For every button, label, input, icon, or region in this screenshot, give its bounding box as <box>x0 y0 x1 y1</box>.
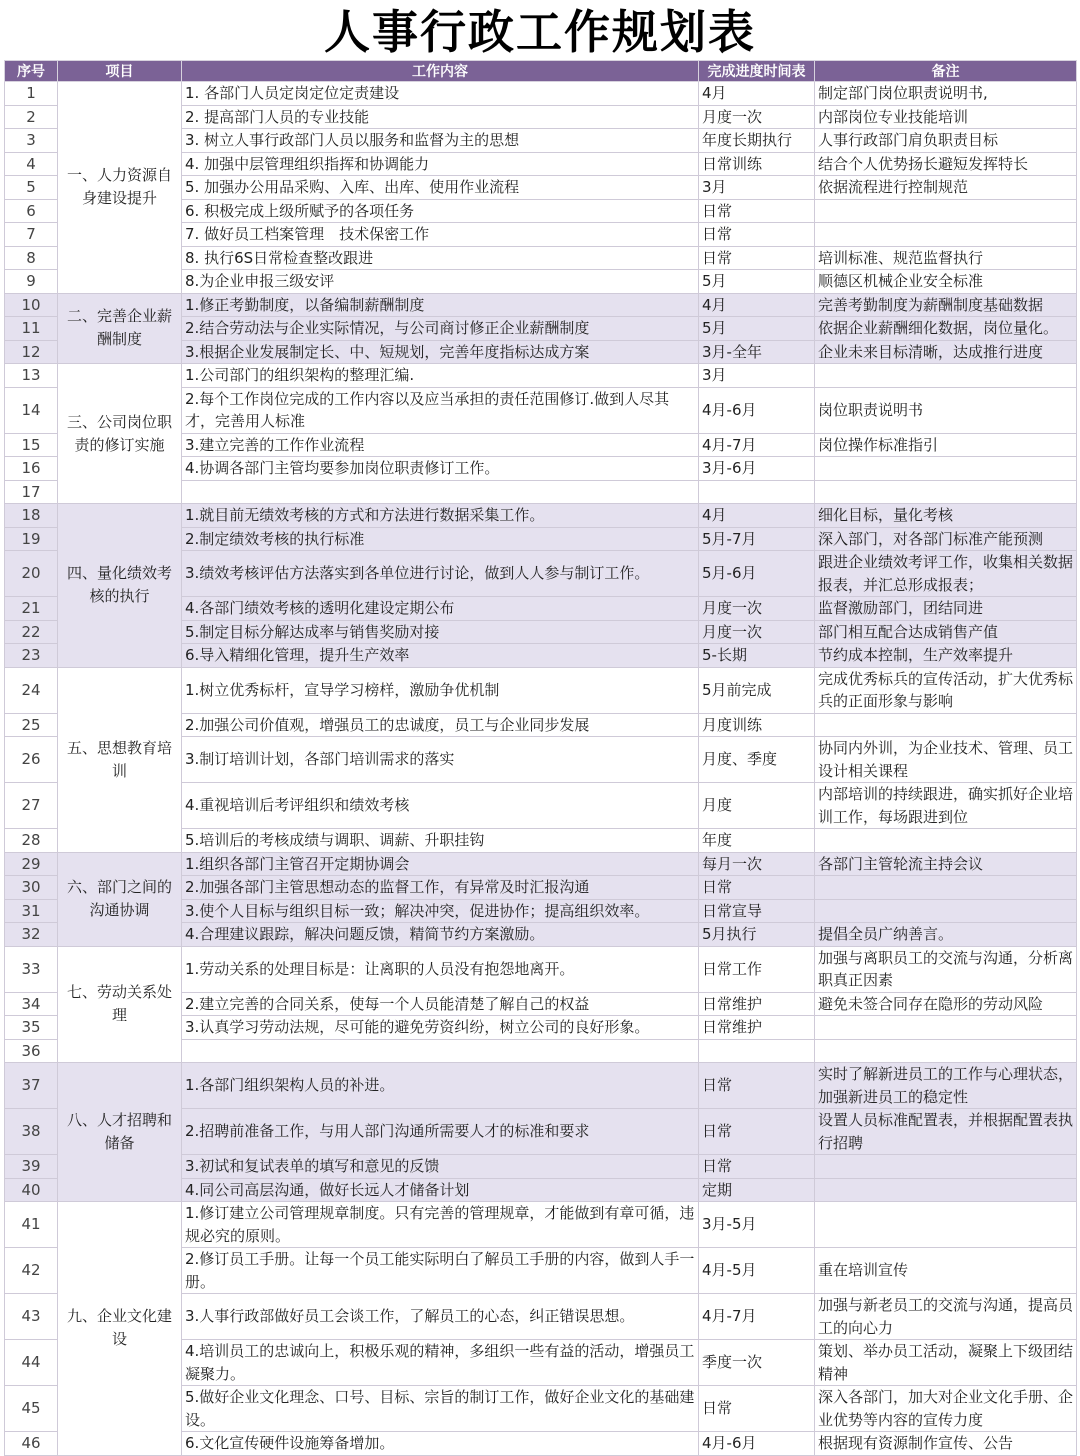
remark: 完成优秀标兵的宣传活动，扩大优秀标兵的正面形象与影响 <box>815 667 1077 713</box>
remark: 结合个人优势扬长避短发挥特长 <box>815 152 1077 176</box>
work-content <box>182 1039 699 1063</box>
section-name: 六、部门之间的沟通协调 <box>58 852 182 946</box>
row-number: 25 <box>5 713 58 737</box>
row-number: 33 <box>5 946 58 992</box>
remark: 顺德区机械企业安全标准 <box>815 270 1077 294</box>
work-content: 4.协调各部门主管均要参加岗位职责修订工作。 <box>182 457 699 481</box>
schedule: 月度 <box>699 783 815 829</box>
plan-table <box>4 60 1077 1456</box>
row-number: 15 <box>5 433 58 457</box>
schedule: 5月 <box>699 270 815 294</box>
work-content: 2.结合劳动法与企业实际情况，与公司商讨修正企业薪酬制度 <box>182 317 699 341</box>
schedule: 月度一次 <box>699 620 815 644</box>
schedule: 日常维护 <box>699 1016 815 1040</box>
schedule: 日常 <box>699 223 815 247</box>
remark <box>815 1178 1077 1202</box>
work-content: 1.树立优秀标杆，宣导学习榜样，激励争优机制 <box>182 667 699 713</box>
schedule: 4月 <box>699 504 815 528</box>
section-name: 五、思想教育培训 <box>58 667 182 852</box>
row-number: 43 <box>5 1294 58 1340</box>
work-content: 2.制定绩效考核的执行标准 <box>182 527 699 551</box>
remark: 策划、举办员工活动，凝聚上下级团结精神 <box>815 1340 1077 1386</box>
remark: 加强与离职员工的交流与沟通，分析离职真正因素 <box>815 946 1077 992</box>
schedule: 定期 <box>699 1178 815 1202</box>
remark: 深入部门，对各部门标准产能预测 <box>815 527 1077 551</box>
row-number: 5 <box>5 176 58 200</box>
remark: 设置人员标准配置表，并根据配置表执行招聘 <box>815 1109 1077 1155</box>
row-number: 27 <box>5 783 58 829</box>
remark <box>815 1016 1077 1040</box>
schedule: 5月-6月 <box>699 551 815 597</box>
row-number: 44 <box>5 1340 58 1386</box>
work-content: 3.初试和复试表单的填写和意见的反馈 <box>182 1155 699 1179</box>
work-content: 3.制订培训计划，各部门培训需求的落实 <box>182 737 699 783</box>
remark: 部门相互配合达成销售产值 <box>815 620 1077 644</box>
schedule: 5月执行 <box>699 923 815 947</box>
section-name: 四、量化绩效考核的执行 <box>58 504 182 668</box>
schedule: 5月前完成 <box>699 667 815 713</box>
schedule: 5月 <box>699 317 815 341</box>
header-note: 备注 <box>815 61 1077 82</box>
table-body <box>5 82 1077 1456</box>
work-content: 1. 各部门人员定岗定位定责建设 <box>182 82 699 106</box>
schedule: 5月-7月 <box>699 527 815 551</box>
row-number: 39 <box>5 1155 58 1179</box>
row-number: 14 <box>5 387 58 433</box>
remark: 监督激励部门，团结同进 <box>815 597 1077 621</box>
work-content: 3.人事行政部做好员工会谈工作，了解员工的心态，纠正错误思想。 <box>182 1294 699 1340</box>
schedule: 年度 <box>699 829 815 853</box>
header-time: 完成进度时间表 <box>699 61 815 82</box>
remark: 细化目标，量化考核 <box>815 504 1077 528</box>
row-number: 29 <box>5 852 58 876</box>
remark <box>815 876 1077 900</box>
page-title: 人事行政工作规划表 <box>324 5 756 59</box>
schedule: 日常 <box>699 876 815 900</box>
work-content: 4.各部门绩效考核的透明化建设定期公布 <box>182 597 699 621</box>
remark: 加强与新老员工的交流与沟通，提高员工的向心力 <box>815 1294 1077 1340</box>
remark <box>815 364 1077 388</box>
schedule: 3月-6月 <box>699 457 815 481</box>
table-row <box>5 82 1077 106</box>
schedule: 4月-6月 <box>699 387 815 433</box>
remark: 深入各部门，加大对企业文化手册、企业优势等内容的宣传力度 <box>815 1386 1077 1432</box>
work-content: 3.建立完善的工作作业流程 <box>182 433 699 457</box>
row-number: 35 <box>5 1016 58 1040</box>
schedule: 月度一次 <box>699 105 815 129</box>
remark <box>815 457 1077 481</box>
row-number: 20 <box>5 551 58 597</box>
row-number: 45 <box>5 1386 58 1432</box>
row-number: 31 <box>5 899 58 923</box>
work-content: 2.修订员工手册。让每一个员工能实际明白了解员工手册的内容，做到人手一册。 <box>182 1248 699 1294</box>
row-number: 26 <box>5 737 58 783</box>
remark: 节约成本控制，生产效率提升 <box>815 644 1077 668</box>
work-content: 6.导入精细化管理，提升生产效率 <box>182 644 699 668</box>
schedule: 季度一次 <box>699 1340 815 1386</box>
schedule: 日常 <box>699 1386 815 1432</box>
remark <box>815 713 1077 737</box>
work-content: 1.组织各部门主管召开定期协调会 <box>182 852 699 876</box>
schedule: 3月 <box>699 364 815 388</box>
schedule: 日常工作 <box>699 946 815 992</box>
row-number: 36 <box>5 1039 58 1063</box>
schedule: 4月-5月 <box>699 1248 815 1294</box>
work-content: 5. 加强办公用品采购、入库、出库、使用作业流程 <box>182 176 699 200</box>
row-number: 12 <box>5 340 58 364</box>
remark: 依据流程进行控制规范 <box>815 176 1077 200</box>
header-no: 序号 <box>5 61 58 82</box>
row-number: 22 <box>5 620 58 644</box>
schedule: 日常 <box>699 1155 815 1179</box>
work-content: 8. 执行6S日常检查整改跟进 <box>182 246 699 270</box>
remark: 制定部门岗位职责说明书, <box>815 82 1077 106</box>
schedule: 日常训练 <box>699 152 815 176</box>
row-number: 34 <box>5 992 58 1016</box>
remark: 避免未签合同存在隐形的劳动风险 <box>815 992 1077 1016</box>
schedule <box>699 1039 815 1063</box>
work-content: 2.建立完善的合同关系，使每一个人员能清楚了解自己的权益 <box>182 992 699 1016</box>
work-content: 3. 树立人事行政部门人员以服务和监督为主的思想 <box>182 129 699 153</box>
row-number: 40 <box>5 1178 58 1202</box>
row-number: 6 <box>5 199 58 223</box>
remark: 各部门主管轮流主持会议 <box>815 852 1077 876</box>
remark <box>815 480 1077 504</box>
work-content <box>182 480 699 504</box>
work-content: 2.加强各部门主管思想动态的监督工作，有异常及时汇报沟通 <box>182 876 699 900</box>
row-number: 18 <box>5 504 58 528</box>
row-number: 38 <box>5 1109 58 1155</box>
remark <box>815 223 1077 247</box>
table-row <box>5 1063 1077 1109</box>
work-content: 7. 做好员工档案管理 技术保密工作 <box>182 223 699 247</box>
work-content: 3.使个人目标与组织目标一致；解决冲突，促进协作；提高组织效率。 <box>182 899 699 923</box>
table-row <box>5 364 1077 388</box>
section-name: 三、公司岗位职责的修订实施 <box>58 364 182 504</box>
schedule: 日常宣导 <box>699 899 815 923</box>
schedule: 月度一次 <box>699 597 815 621</box>
section-name: 二、完善企业薪酬制度 <box>58 293 182 364</box>
header-content: 工作内容 <box>182 61 699 82</box>
header-row <box>5 61 1077 82</box>
work-content: 3.根据企业发展制定长、中、短规划，完善年度指标达成方案 <box>182 340 699 364</box>
row-number: 13 <box>5 364 58 388</box>
row-number: 19 <box>5 527 58 551</box>
work-content: 2.加强公司价值观，增强员工的忠诚度，员工与企业同步发展 <box>182 713 699 737</box>
work-content: 5.做好企业文化理念、口号、目标、宗旨的制订工作，做好企业文化的基础建设。 <box>182 1386 699 1432</box>
row-number: 17 <box>5 480 58 504</box>
table-row <box>5 667 1077 713</box>
section-name: 八、人才招聘和储备 <box>58 1063 182 1202</box>
schedule: 4月-7月 <box>699 1294 815 1340</box>
row-number: 9 <box>5 270 58 294</box>
section-name: 九、企业文化建设 <box>58 1202 182 1456</box>
schedule: 日常 <box>699 1109 815 1155</box>
remark: 人事行政部门肩负职责目标 <box>815 129 1077 153</box>
remark <box>815 199 1077 223</box>
schedule: 4月-7月 <box>699 433 815 457</box>
work-content: 2.每个工作岗位完成的工作内容以及应当承担的责任范围修订.做到人尽其才，完善用人标准 <box>182 387 699 433</box>
row-number: 7 <box>5 223 58 247</box>
remark: 协同内外训，为企业技术、管理、员工设计相关课程 <box>815 737 1077 783</box>
work-content: 1.修订建立公司管理规章制度。只有完善的管理规章，才能做到有章可循，违规必究的原则。 <box>182 1202 699 1248</box>
schedule <box>699 480 815 504</box>
row-number: 28 <box>5 829 58 853</box>
remark: 培训标准、规范监督执行 <box>815 246 1077 270</box>
row-number: 2 <box>5 105 58 129</box>
schedule: 日常 <box>699 246 815 270</box>
remark: 内部岗位专业技能培训 <box>815 105 1077 129</box>
table-row <box>5 1202 1077 1248</box>
work-content: 6. 积极完成上级所赋予的各项任务 <box>182 199 699 223</box>
remark: 根据现有资源制作宣传、公告 <box>815 1432 1077 1456</box>
row-number: 10 <box>5 293 58 317</box>
remark <box>815 1039 1077 1063</box>
work-content: 1.各部门组织架构人员的补进。 <box>182 1063 699 1109</box>
schedule: 月度、季度 <box>699 737 815 783</box>
work-content: 4.同公司高层沟通，做好长远人才储备计划 <box>182 1178 699 1202</box>
header-item: 项目 <box>58 61 182 82</box>
schedule: 3月 <box>699 176 815 200</box>
remark: 企业未来目标清晰，达成推行进度 <box>815 340 1077 364</box>
schedule: 4月 <box>699 82 815 106</box>
remark <box>815 829 1077 853</box>
schedule: 月度训练 <box>699 713 815 737</box>
work-content: 6.文化宣传硬件设施筹备增加。 <box>182 1432 699 1456</box>
remark: 实时了解新进员工的工作与心理状态，加强新进员工的稳定性 <box>815 1063 1077 1109</box>
work-content: 5.培训后的考核成绩与调职、调薪、升职挂钩 <box>182 829 699 853</box>
section-name: 一、人力资源自身建设提升 <box>58 82 182 294</box>
section-name: 七、劳动关系处理 <box>58 946 182 1063</box>
schedule: 4月-6月 <box>699 1432 815 1456</box>
remark: 岗位职责说明书 <box>815 387 1077 433</box>
work-content: 1.修正考勤制度，以备编制薪酬制度 <box>182 293 699 317</box>
table-row <box>5 946 1077 992</box>
remark: 内部培训的持续跟进，确实抓好企业培训工作，每场跟进到位 <box>815 783 1077 829</box>
work-content: 5.制定目标分解达成率与销售奖励对接 <box>182 620 699 644</box>
row-number: 21 <box>5 597 58 621</box>
remark: 岗位操作标准指引 <box>815 433 1077 457</box>
work-content: 2. 提高部门人员的专业技能 <box>182 105 699 129</box>
row-number: 16 <box>5 457 58 481</box>
row-number: 42 <box>5 1248 58 1294</box>
work-content: 1.就目前无绩效考核的方式和方法进行数据采集工作。 <box>182 504 699 528</box>
schedule: 日常维护 <box>699 992 815 1016</box>
work-content: 2.招聘前准备工作，与用人部门沟通所需要人才的标准和要求 <box>182 1109 699 1155</box>
work-content: 8.为企业申报三级安评 <box>182 270 699 294</box>
work-content: 3.绩效考核评估方法落实到各单位进行讨论，做到人人参与制订工作。 <box>182 551 699 597</box>
work-content: 1.公司部门的组织架构的整理汇编. <box>182 364 699 388</box>
table-row <box>5 504 1077 528</box>
remark: 提倡全员广纳善言。 <box>815 923 1077 947</box>
table-row <box>5 852 1077 876</box>
row-number: 3 <box>5 129 58 153</box>
remark <box>815 899 1077 923</box>
remark: 重在培训宣传 <box>815 1248 1077 1294</box>
work-content: 1.劳动关系的处理目标是：让离职的人员没有抱怨地离开。 <box>182 946 699 992</box>
row-number: 23 <box>5 644 58 668</box>
work-content: 4.合理建议跟踪，解决问题反馈，精简节约方案激励。 <box>182 923 699 947</box>
schedule: 日常 <box>699 1063 815 1109</box>
row-number: 8 <box>5 246 58 270</box>
remark: 完善考勤制度为薪酬制度基础数据 <box>815 293 1077 317</box>
row-number: 4 <box>5 152 58 176</box>
schedule: 3月-全年 <box>699 340 815 364</box>
schedule: 3月-5月 <box>699 1202 815 1248</box>
remark: 跟进企业绩效考评工作，收集相关数据报表，并汇总形成报表； <box>815 551 1077 597</box>
schedule: 日常 <box>699 199 815 223</box>
row-number: 41 <box>5 1202 58 1248</box>
remark: 依据企业薪酬细化数据，岗位量化。 <box>815 317 1077 341</box>
remark <box>815 1155 1077 1179</box>
schedule: 年度长期执行 <box>699 129 815 153</box>
schedule: 4月 <box>699 293 815 317</box>
schedule: 5-长期 <box>699 644 815 668</box>
table-row <box>5 293 1077 317</box>
schedule: 每月一次 <box>699 852 815 876</box>
work-content: 4. 加强中层管理组织指挥和协调能力 <box>182 152 699 176</box>
row-number: 37 <box>5 1063 58 1109</box>
row-number: 1 <box>5 82 58 106</box>
work-content: 4.重视培训后考评组织和绩效考核 <box>182 783 699 829</box>
row-number: 11 <box>5 317 58 341</box>
row-number: 46 <box>5 1432 58 1456</box>
row-number: 24 <box>5 667 58 713</box>
row-number: 32 <box>5 923 58 947</box>
remark <box>815 1202 1077 1248</box>
row-number: 30 <box>5 876 58 900</box>
work-content: 4.培训员工的忠诚向上，积极乐观的精神，多组织一些有益的活动，增强员工凝聚力。 <box>182 1340 699 1386</box>
work-content: 3.认真学习劳动法规，尽可能的避免劳资纠纷，树立公司的良好形象。 <box>182 1016 699 1040</box>
